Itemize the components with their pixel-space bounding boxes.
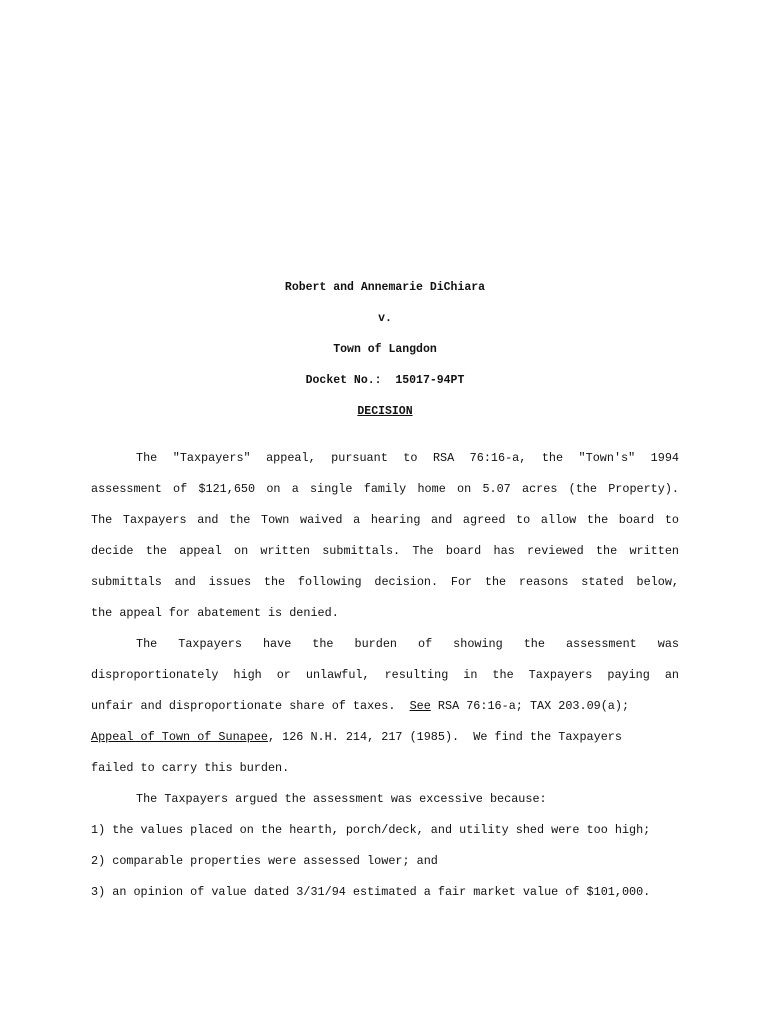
paragraph-1-line-4: decide the appeal on written submittals. The board has reviewed the written [91, 544, 679, 558]
paragraph-1-line-3: The Taxpayers and the Town waived a hearing and agreed to allow the board to [91, 513, 679, 527]
see-citation: See [409, 699, 431, 713]
paragraph-2-line-3 [91, 699, 679, 713]
paragraph-3-intro: The Taxpayers argued the assessment was excessive because: [136, 792, 547, 806]
paragraph-2-line-2: disproportionately high or unlawful, resulting in the Taxpayers paying an [91, 668, 679, 682]
list-item-1: 1) the values placed on the hearth, porch/deck, and utility shed were too high; [91, 823, 651, 837]
line-3-text-b: RSA 76:16-a; TAX 203.09(a); [430, 699, 630, 713]
case-citation: Appeal of Town of Sunapee [91, 730, 268, 744]
decision-heading: DECISION [357, 405, 413, 418]
paragraph-1-line-6: the appeal for abatement is denied. [91, 606, 339, 620]
paragraph-1-line-1: The "Taxpayers" appeal, pursuant to RSA 76:16-a, the "Town's" 1994 [136, 451, 679, 465]
paragraph-1-line-2: assessment of $121,650 on a single family home on 5.07 acres (the Property). [91, 482, 679, 496]
line-3-text-a: unfair and disproportionate share of taxes. [91, 699, 410, 713]
line-4-text-b: , 126 N.H. 214, 217 (1985). We find the Taxpayers [267, 730, 622, 744]
versus-text: v. [378, 312, 392, 325]
paragraph-2-line-4 [91, 730, 679, 744]
list-item-3: 3) an opinion of value dated 3/31/94 estimated a fair market value of $101,000. [91, 885, 651, 899]
paragraph-1-line-5: submittals and issues the following decision. For the reasons stated below, [91, 575, 679, 589]
paragraph-2-line-5: failed to carry this burden. [91, 761, 290, 775]
paragraph-2-line-1: The Taxpayers have the burden of showing the assessment was [136, 637, 679, 651]
party-names: Robert and Annemarie DiChiara [284, 281, 486, 294]
town-name: Town of Langdon [333, 343, 437, 356]
list-item-2: 2) comparable properties were assessed lower; and [91, 854, 438, 868]
docket-number: Docket No.: 15017-94PT [305, 374, 465, 387]
